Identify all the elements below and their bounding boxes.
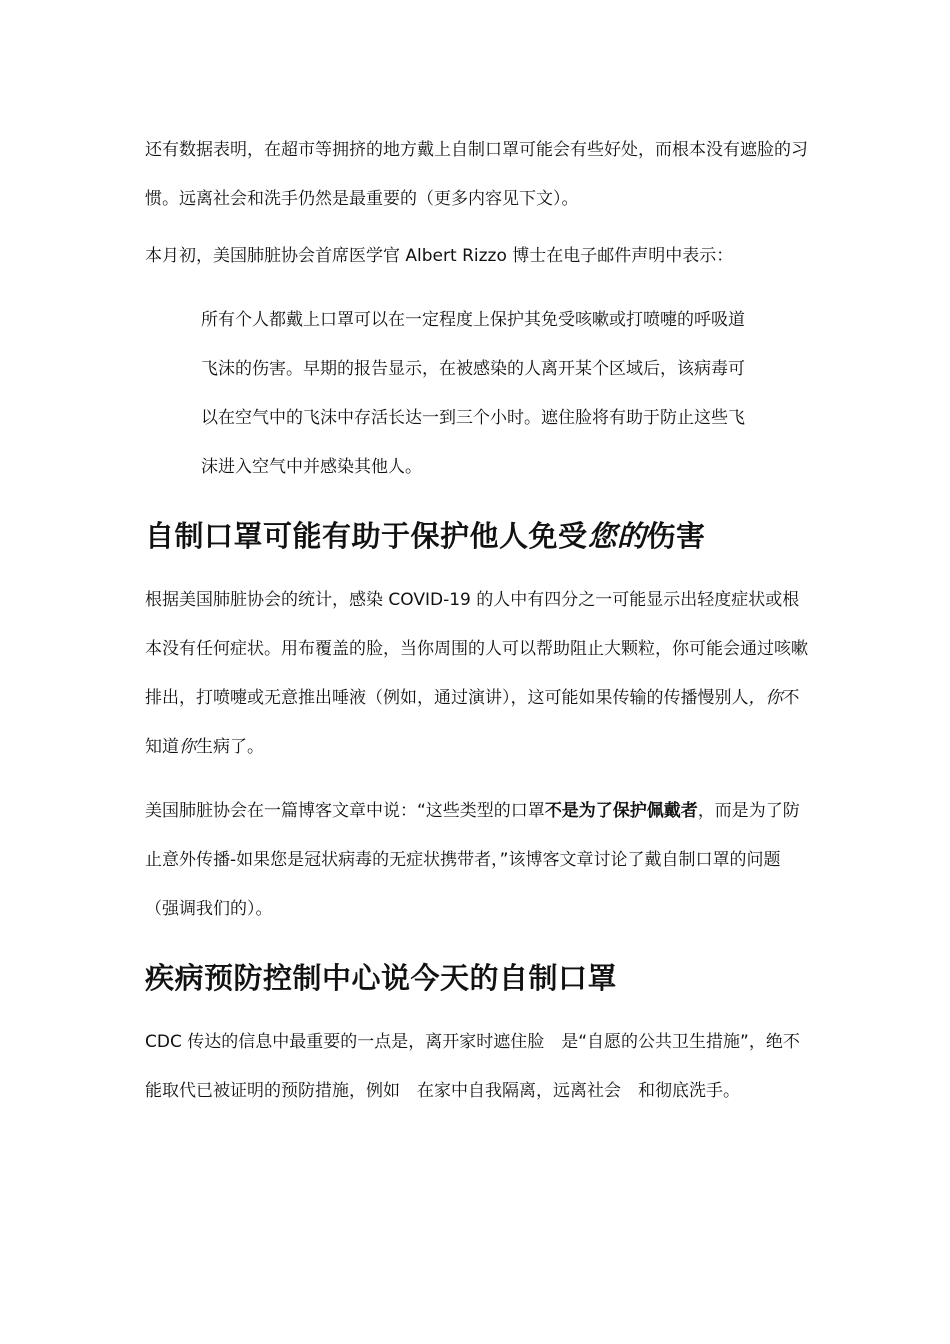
blockquote-rizzo: 所有个人都戴上口罩可以在一定程度上保护其免受咳嗽或打喷嚏的呼吸道飞沫的伤害。早期的报告显示，在被感染的人离开某个区域后，该病毒可以在空气中的飞沫中存活长达一到三个小时。遮住脸将有助于防止这些飞沫进入空气中并感染其他人。: [201, 310, 745, 477]
heading-protect-others-pre: 自制口罩可能有助于保护他人免受: [145, 519, 588, 553]
p4-text-b: ，而是为了防止意外传播-如果您是冠状病毒的无症状携带者，”该博客文章讨论了戴自制口罩的问题 （强调我们的）。: [145, 801, 800, 919]
p3-emphasis-1: ，你: [748, 688, 783, 708]
paragraph-cdc: CDC 传达的信息中最重要的一点是，离开家时遮住脸 是“自愿的公共卫生措施”，绝不能取代已被证明的预防措施，例如 在家中自我隔离，远离社会 和彻底洗手。: [145, 1032, 800, 1101]
paragraph-blog-quote: [145, 787, 809, 934]
heading-protect-others-post: 伤害: [646, 519, 706, 553]
spacer: [145, 772, 809, 787]
heading-cdc: 疾病预防控制中心说今天的自制口罩: [145, 961, 618, 995]
p3-emphasis-2: 你: [179, 737, 196, 757]
article-body: [145, 126, 809, 1116]
p3-text-a: 根据美国肺脏协会的统计，感染 COVID-19 的人中有四分之一可能显示出轻度症状或根本没有任何症状。用布覆盖的脸，当你周围的人可以帮助阻止大颗粒，你可能会通过咳嗽排出，打喷嚏或无意推出唾液（例如，通过演讲），这可能如果传输的传播慢别人: [145, 590, 808, 708]
p4-text-a: 美国肺脏协会在一篇博客文章中说：“这些类型的口罩: [145, 801, 545, 821]
p3-text-b: 不知道: [145, 688, 800, 757]
p4-bold-text: 不是为了保护佩戴者: [544, 801, 698, 821]
heading-protect-others: [145, 516, 809, 556]
p3-text-c: 生病了。: [196, 737, 264, 757]
paragraph-data-evidence: 还有数据表明，在超市等拥挤的地方戴上自制口罩可能会有些好处，而根本没有遮脸的习惯。远离社会和洗手仍然是最重要的（更多内容见下文）。: [145, 140, 808, 209]
heading-protect-others-em: 您的: [587, 519, 647, 553]
paragraph-asymptomatic: [145, 576, 809, 772]
paragraph-rizzo-intro: 本月初，美国肺脏协会首席医学官 Albert Rizzo 博士在电子邮件声明中表示：: [145, 246, 734, 266]
